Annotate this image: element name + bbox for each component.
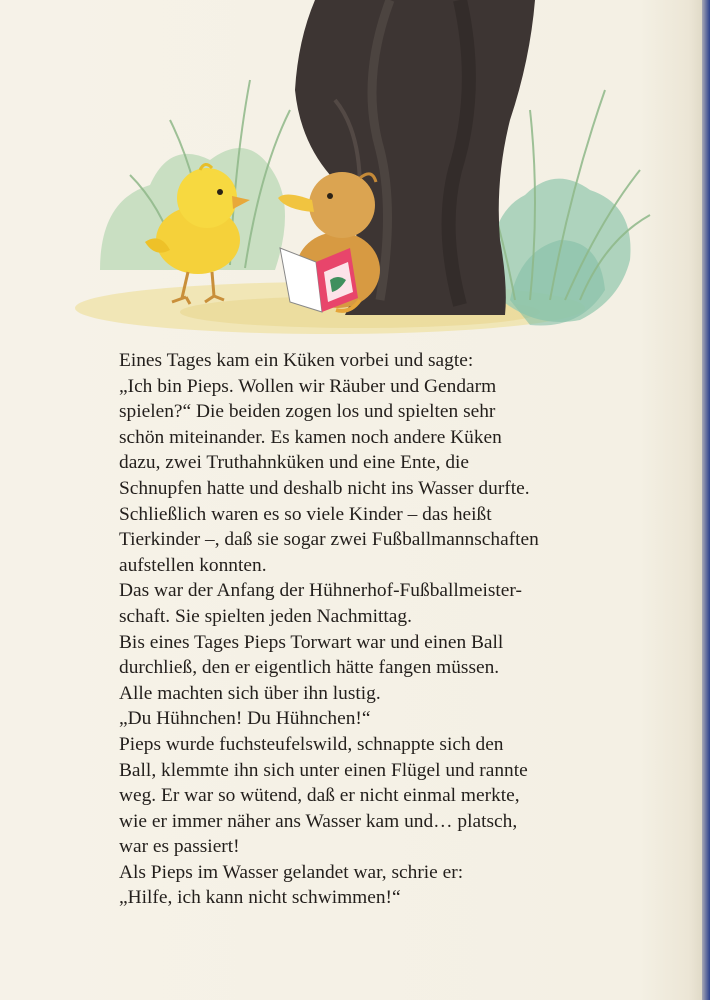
story-line: Als Pieps im Wasser gelandet war, schrie er: — [119, 861, 464, 883]
story-line: war es passiert! — [119, 836, 240, 858]
story-line: schaft. Sie spielten jeden Nachmittag. — [119, 605, 412, 627]
story-line: spielen?“ Die beiden zogen los und spielten sehr — [119, 401, 496, 423]
story-line: Pieps wurde fuchsteufelswild, schnappte sich den — [119, 733, 504, 755]
story-line: Bis eines Tages Pieps Torwart war und einen Ball — [119, 631, 504, 653]
illustration — [60, 0, 660, 350]
story-text — [119, 348, 639, 911]
story-line: „Du Hühnchen! Du Hühnchen!“ — [119, 708, 371, 730]
story-line: Schnupfen hatte und deshalb nicht ins Wasser durfte. — [119, 477, 530, 499]
story-line: wie er immer näher ans Wasser kam und… platsch, — [119, 810, 518, 832]
story-line: Eines Tages kam ein Küken vorbei und sagte: — [119, 350, 474, 371]
story-line: „Ich bin Pieps. Wollen wir Räuber und Gendarm — [119, 375, 497, 397]
story-line: aufstellen konnten. — [119, 554, 267, 576]
story-line: Das war der Anfang der Hühnerhof-Fußballmeister- — [119, 580, 522, 602]
book-spine-edge — [702, 0, 710, 1000]
story-line: Tierkinder –, daß sie sogar zwei Fußballmannschaften — [119, 529, 539, 551]
story-line: schön miteinander. Es kamen noch andere Küken — [119, 426, 502, 448]
story-line: Alle machten sich über ihn lustig. — [119, 682, 381, 704]
story-line: dazu, zwei Truthahnküken und eine Ente, die — [119, 452, 470, 474]
story-line: durchließ, den er eigentlich hätte fangen müssen. — [119, 657, 500, 679]
story-line: weg. Er war so wütend, daß er nicht einmal merkte, — [119, 785, 520, 807]
story-line: „Hilfe, ich kann nicht schwimmen!“ — [119, 887, 401, 909]
story-line: Ball, klemmte ihn sich unter einen Flügel und rannte — [119, 759, 528, 781]
story-line: Schließlich waren es so viele Kinder – das heißt — [119, 503, 492, 525]
